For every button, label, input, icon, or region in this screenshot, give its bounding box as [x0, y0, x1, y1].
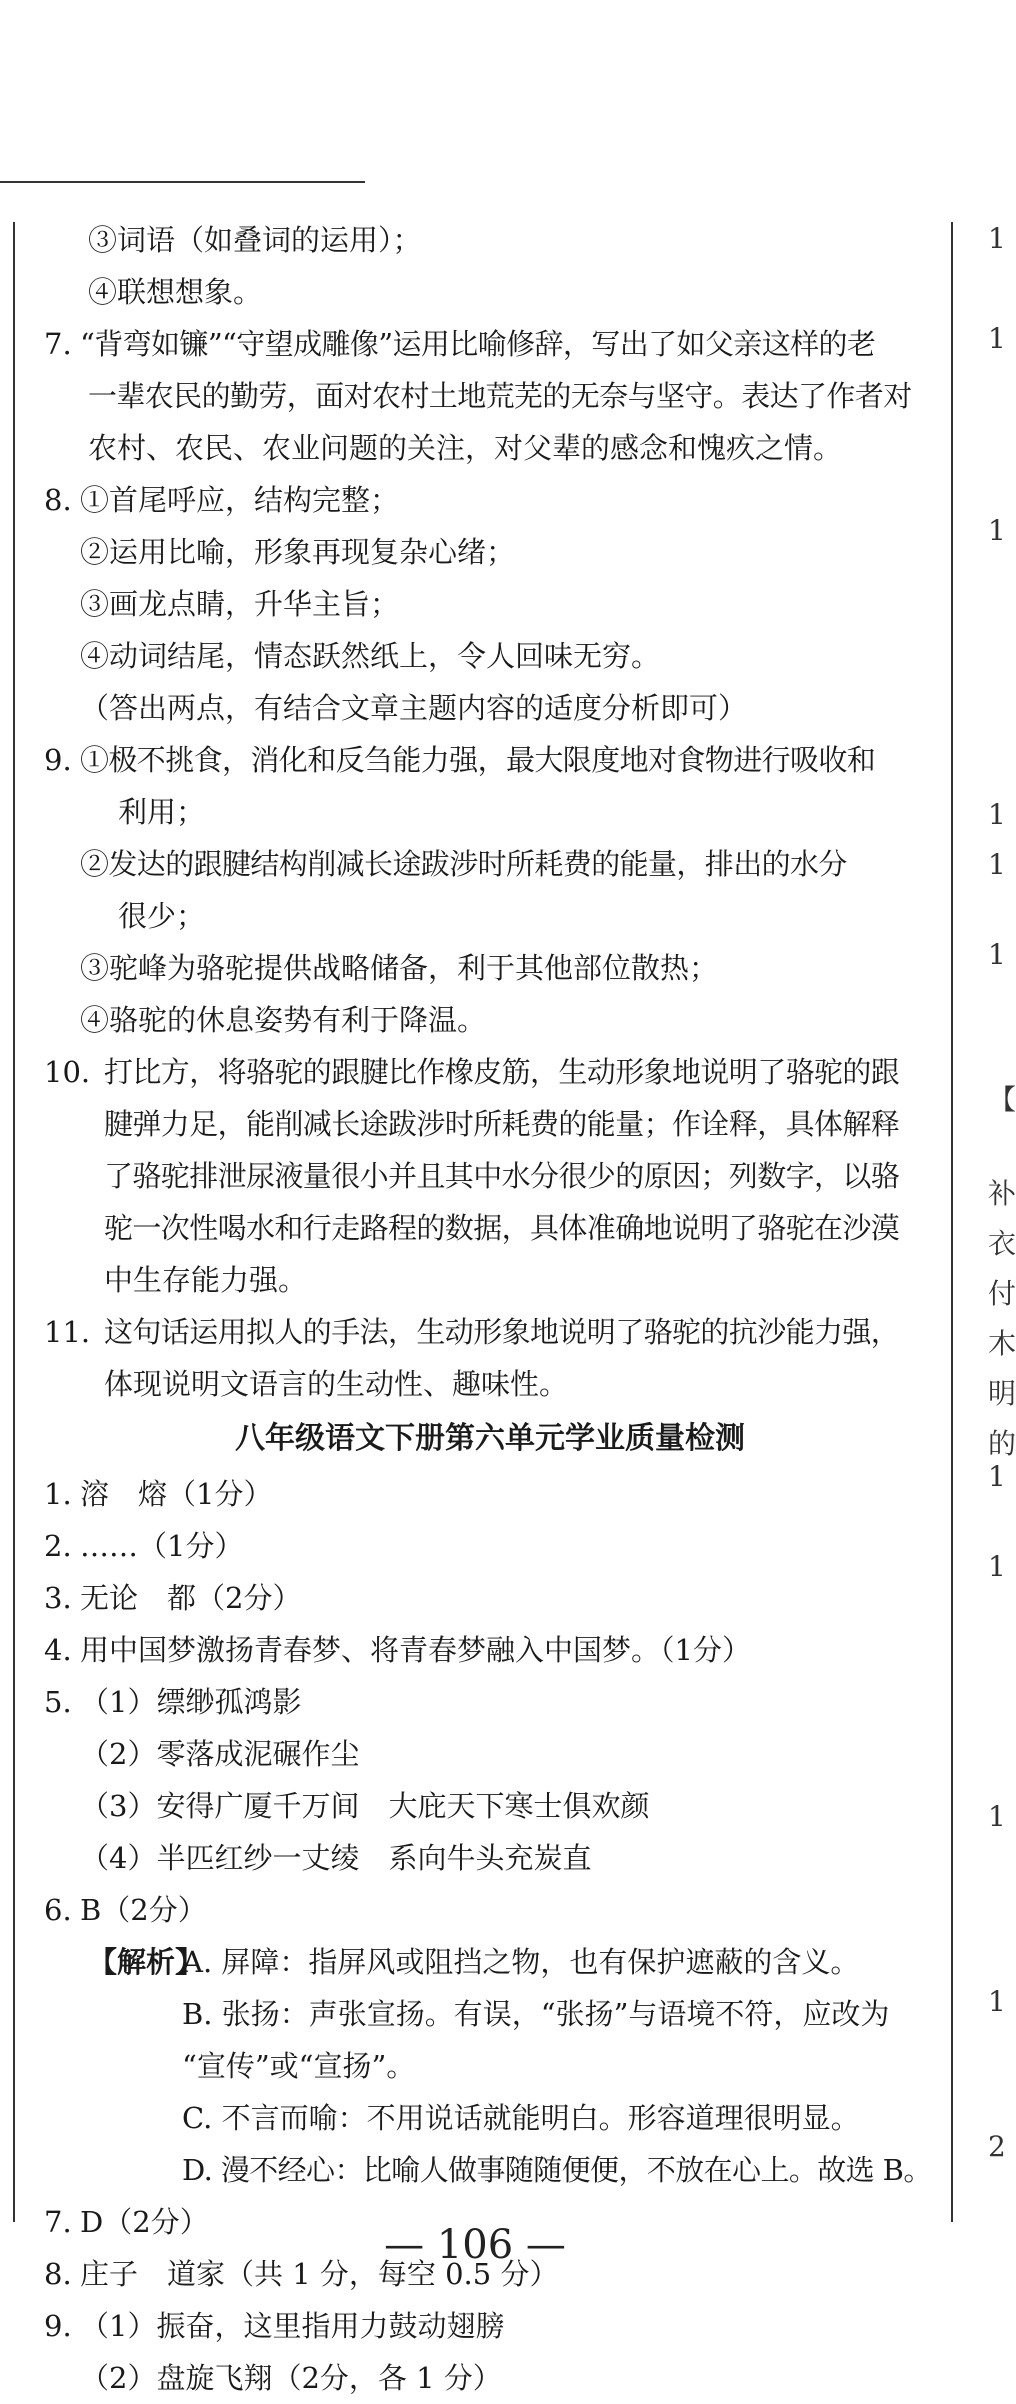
right-fragment: 1	[988, 1550, 1006, 1583]
analysis-d: D. 漫不经心：比喻人做事随随便便，不放在心上。故选 B。	[182, 2153, 932, 2187]
answer-9: 9. （1）振奋，这里指用力鼓动翅膀	[44, 2309, 505, 2343]
answer-8: 8. 庄子 道家（共 1 分，每空 0.5 分）	[44, 2257, 559, 2291]
analysis-tag: 【解析】	[88, 1945, 205, 1979]
list-item: （2）盘旋飞翔（2分，各 1 分）	[80, 2361, 502, 2395]
list-item: 中生存能力强。	[104, 1263, 308, 1297]
right-fragment: 明	[988, 1377, 1016, 1410]
list-item: 利用；	[118, 795, 206, 829]
list-item: 腱弹力足，能削减长途跋涉时所耗费的能量；作诠释，具体解释	[104, 1107, 900, 1141]
list-item: ③词语（如叠词的运用）；	[88, 223, 422, 257]
top-rule	[0, 181, 365, 183]
column-divider-rule	[951, 222, 953, 2222]
analysis-b: B. 张扬：声张宣扬。有误，“张扬”与语境不符，应改为	[182, 1997, 890, 2031]
right-fragment: 补	[988, 1177, 1016, 1210]
list-item: ②运用比喻，形象再现复杂心绪；	[80, 535, 516, 569]
right-fragment: 付	[988, 1277, 1016, 1310]
right-fragment: 1	[988, 1985, 1006, 2018]
answer-5: 5. （1）缥缈孤鸿影	[44, 1685, 302, 1719]
list-item: 驼一次性喝水和行走路程的数据，具体准确地说明了骆驼在沙漠	[104, 1211, 900, 1245]
list-item: ②发达的跟腱结构削减长途跋涉时所耗费的能量，排出的水分	[80, 847, 847, 881]
list-item: 了骆驼排泄尿液量很小并且其中水分很少的原因；列数字，以骆	[104, 1159, 900, 1193]
question-8: 8. ①首尾呼应，结构完整；	[44, 483, 400, 517]
answer-3: 3. 无论 都（2分）	[44, 1581, 302, 1615]
right-fragment: 【	[988, 1083, 1016, 1116]
answer-4: 4. 用中国梦激扬青春梦、将青春梦融入中国梦。（1分）	[44, 1633, 751, 1667]
list-item: （4）半匹红纱一丈绫 系向牛头充炭直	[80, 1841, 592, 1875]
list-item: 农村、农民、农业问题的关注，对父辈的感念和愧疚之情。	[88, 431, 843, 465]
right-fragment: 1	[988, 938, 1006, 971]
list-item: “宣传”或“宣扬”。	[182, 2049, 416, 2083]
list-item: （3）安得广厦千万间 大庇天下寒士俱欢颜	[80, 1789, 650, 1823]
section-title: 八年级语文下册第六单元学业质量检测	[235, 1421, 745, 1456]
right-fragment: 1	[988, 1800, 1006, 1833]
right-fragment: 的	[988, 1427, 1016, 1460]
page-number: — 106 —	[384, 2222, 566, 2268]
answer-2: 2. ……（1分）	[44, 1529, 244, 1563]
list-item: 一辈农民的勤劳，面对农村土地荒芜的无奈与坚守。表达了作者对	[88, 379, 912, 413]
list-item: 体现说明文语言的生动性、趣味性。	[104, 1367, 569, 1401]
answer-1: 1. 溶 熔（1分）	[44, 1477, 273, 1511]
list-item: ③驼峰为骆驼提供战略储备，利于其他部位散热；	[80, 951, 719, 985]
answer-7: 7. D（2分）	[44, 2205, 209, 2239]
right-fragment: 1	[988, 222, 1006, 255]
right-fragment: 1	[988, 848, 1006, 881]
list-item: ④骆驼的休息姿势有利于降温。	[80, 1003, 487, 1037]
list-item: ③画龙点睛，升华主旨；	[80, 587, 400, 621]
answer-key-column	[0, 214, 940, 2404]
question-7: 7. “背弯如镰”“守望成雕像”运用比喻修辞，写出了如父亲这样的老	[44, 327, 876, 361]
answer-6: 6. B（2分）	[44, 1893, 207, 1927]
list-item: 很少；	[118, 899, 206, 933]
right-fragment: 1	[988, 798, 1006, 831]
analysis-a: 【解析】 A. 屏障：指屏风或阻挡之物，也有保护遮蔽的含义。	[0, 1936, 940, 1988]
analysis-c: C. 不言而喻：不用说话就能明白。形容道理很明显。	[182, 2101, 860, 2135]
list-item: ④联想想象。	[88, 275, 263, 309]
question-9: 9. ①极不挑食，消化和反刍能力强，最大限度地对食物进行吸收和	[44, 743, 876, 777]
question-11: 11. 这句话运用拟人的手法，生动形象地说明了骆驼的抗沙能力强，	[44, 1315, 900, 1349]
question-10: 10. 打比方，将骆驼的跟腱比作橡皮筋，生动形象地说明了骆驼的跟	[44, 1055, 900, 1089]
right-fragment: 1	[988, 322, 1006, 355]
list-item: （2）零落成泥碾作尘	[80, 1737, 360, 1771]
right-fragment: 1	[988, 1460, 1006, 1493]
right-fragment: 1	[988, 514, 1006, 547]
right-fragment: 衣	[988, 1227, 1016, 1260]
right-fragment: 2	[988, 2130, 1006, 2163]
note: （答出两点，有结合文章主题内容的适度分析即可）	[80, 691, 748, 725]
list-item: ④动词结尾，情态跃然纸上，令人回味无穷。	[80, 639, 661, 673]
right-fragment: 木	[988, 1327, 1016, 1360]
